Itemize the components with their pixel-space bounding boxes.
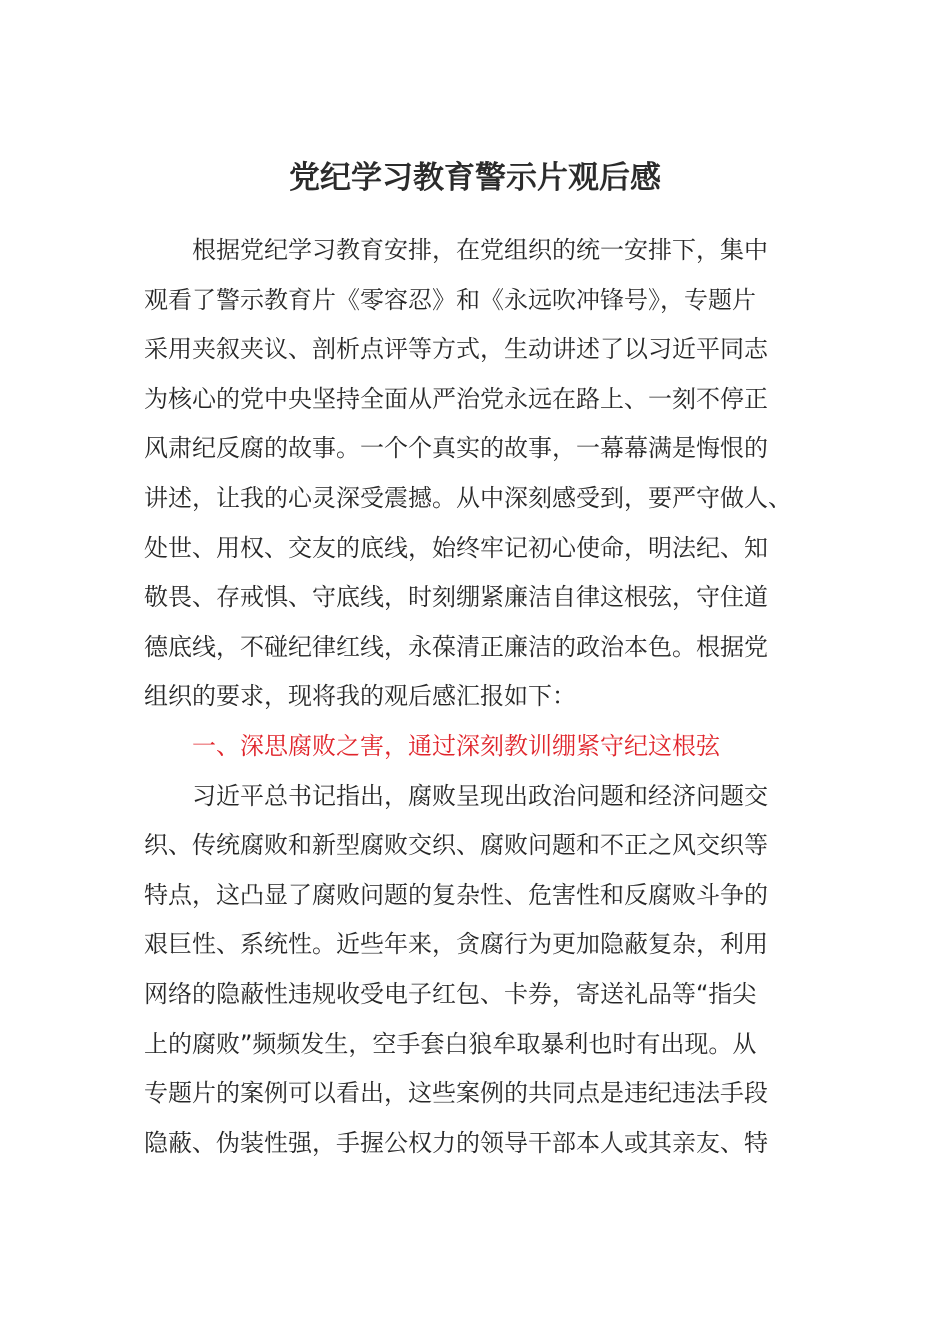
paragraph-line: 隐蔽、伪装性强，手握公权力的领导干部本人或其亲友、特 [144,1128,768,1157]
paragraph-line: 敬畏、存戒惧、守底线，时刻绷紧廉洁自律这根弦，守住道 [144,583,768,612]
document-title: 党纪学习教育警示片观后感 [289,160,661,196]
document-body [144,226,794,1168]
paragraph-line: 织、传统腐败和新型腐败交织、腐败问题和不正之风交织等 [144,831,768,860]
paragraph-line: 风肃纪反腐的故事。一个个真实的故事，一幕幕满是悔恨的 [144,434,768,463]
paragraph-line: 讲述，让我的心灵深受震撼。从中深刻感受到，要严守做人、 [144,483,792,512]
paragraph-line: 网络的隐蔽性违规收受电子红包、卡券，寄送礼品等“指尖 [144,979,757,1008]
paragraph-line: 艰巨性、系统性。近些年来，贪腐行为更加隐蔽复杂，利用 [144,930,768,959]
paragraph-line: 组织的要求，现将我的观后感汇报如下： [144,682,576,711]
paragraph-line: 观看了警示教育片《零容忍》和《永远吹冲锋号》，专题片 [144,285,756,314]
paragraph-line: 根据党纪学习教育安排，在党组织的统一安排下，集中 [192,236,768,264]
paragraph-line: 专题片的案例可以看出，这些案例的共同点是违纪违法手段 [144,1079,768,1108]
paragraph-line: 特点，这凸显了腐败问题的复杂性、危害性和反腐败斗争的 [144,880,768,909]
paragraph-line: 德底线，不碰纪律红线，永葆清正廉洁的政治本色。根据党 [144,632,768,661]
section-heading: 一、深思腐败之害，通过深刻教训绷紧守纪这根弦 [192,731,720,760]
paragraph-line: 上的腐败”频频发生，空手套白狼牟取暴利也时有出现。从 [144,1029,757,1058]
paragraph-line: 为核心的党中央坚持全面从严治党永远在路上、一刻不停正 [144,384,768,413]
paragraph-line: 采用夹叙夹议、剖析点评等方式，生动讲述了以习近平同志 [144,335,768,364]
paragraph-line: 习近平总书记指出，腐败呈现出政治问题和经济问题交 [192,781,768,810]
paragraph-line: 处世、用权、交友的底线，始终牢记初心使命，明法纪、知 [144,533,768,562]
